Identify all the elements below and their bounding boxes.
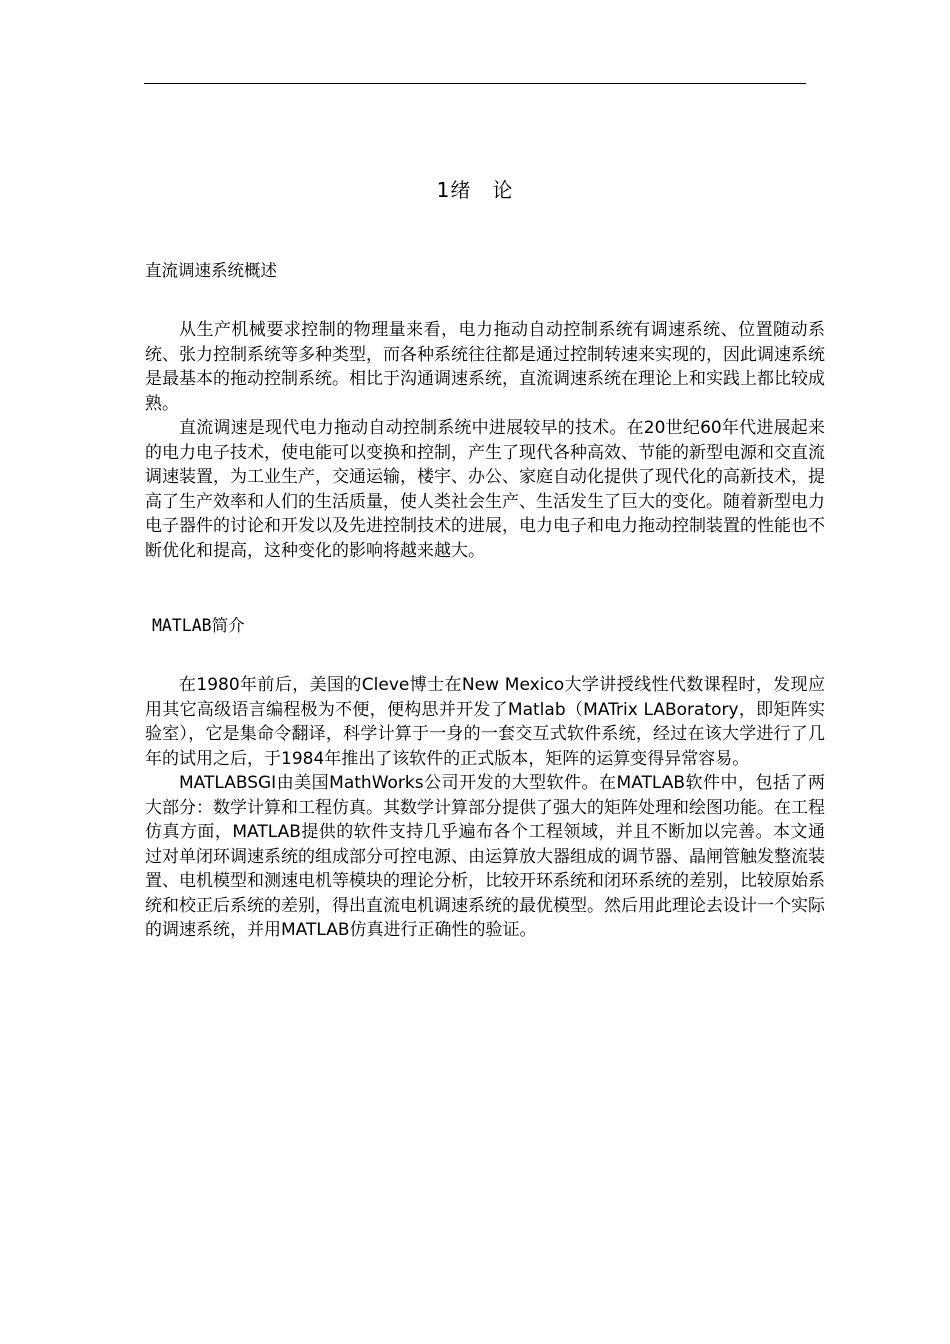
section-heading-dc-speed: 直流调速系统概述 [145,261,277,280]
chapter-title: 1绪 论 [436,178,514,202]
paragraph: 从生产机械要求控制的物理量来看，电力拖动自动控制系统有调速系统、位置随动系统、张力控制系统等多种类型，而各种系统往往都是通过控制转速来实现的，因此调速系统是最基本的拖动控制系统。相比于沟通调速系统，直流调速系统在理论上和实践上都比较成熟。 [145,320,825,414]
paragraph: 在1980年前后，美国的Cleve博士在New Mexico大学讲授线性代数课程时，发现应用其它高级语言编程极为不便，便构思并开发了Matlab（MATrix LABoratory，即矩阵实验室），它是集命令翻译，科学计算于一身的一套交互式软件系统，经过在该大学进行了几年的试用之后，于1984年推出了该软件的正式版本，矩阵的运算变得异常容易。 [145,675,825,769]
paragraph: 直流调速是现代电力拖动自动控制系统中进展较早的技术。在20世纪60年代进展起来的电力电子技术，使电能可以变换和控制，产生了现代各种高效、节能的新型电源和交直流调速装置，为工业生产，交通运输，楼宇、办公、家庭自动化提供了现代化的高新技术，提高了生产效率和人们的生活质量，使人类社会生产、生活发生了巨大的变化。随着新型电力电子器件的讨论和开发以及先进控制技术的进展，电力电子和电力拖动控制装置的性能也不断优化和提高，这种变化的影响将越来越大。 [145,418,825,561]
section-heading-matlab: MATLAB简介 [152,616,245,635]
header-rule [144,83,806,84]
section-body-dc-speed [145,318,825,563]
paragraph: MATLABSGI由美国MathWorks公司开发的大型软件。在MATLAB软件中，包括了两大部分：数学计算和工程仿真。其数学计算部分提供了强大的矩阵处理和绘图功能。在工程仿真方面，MATLAB提供的软件支持几乎遍布各个工程领域，并且不断加以完善。本文通过对单闭环调速系统的组成部分可控电源、由运算放大器组成的调节器、晶闸管触发整流装置、电机模型和测速电机等模块的理论分析，比较开环系统和闭环系统的差别，比较原始系统和校正后系统的差别，得出直流电机调速系统的最优模型。然后用此理论去设计一个实际的调速系统，并用MATLAB仿真进行正确性的验证。 [145,773,825,940]
section-body-matlab [145,673,825,943]
